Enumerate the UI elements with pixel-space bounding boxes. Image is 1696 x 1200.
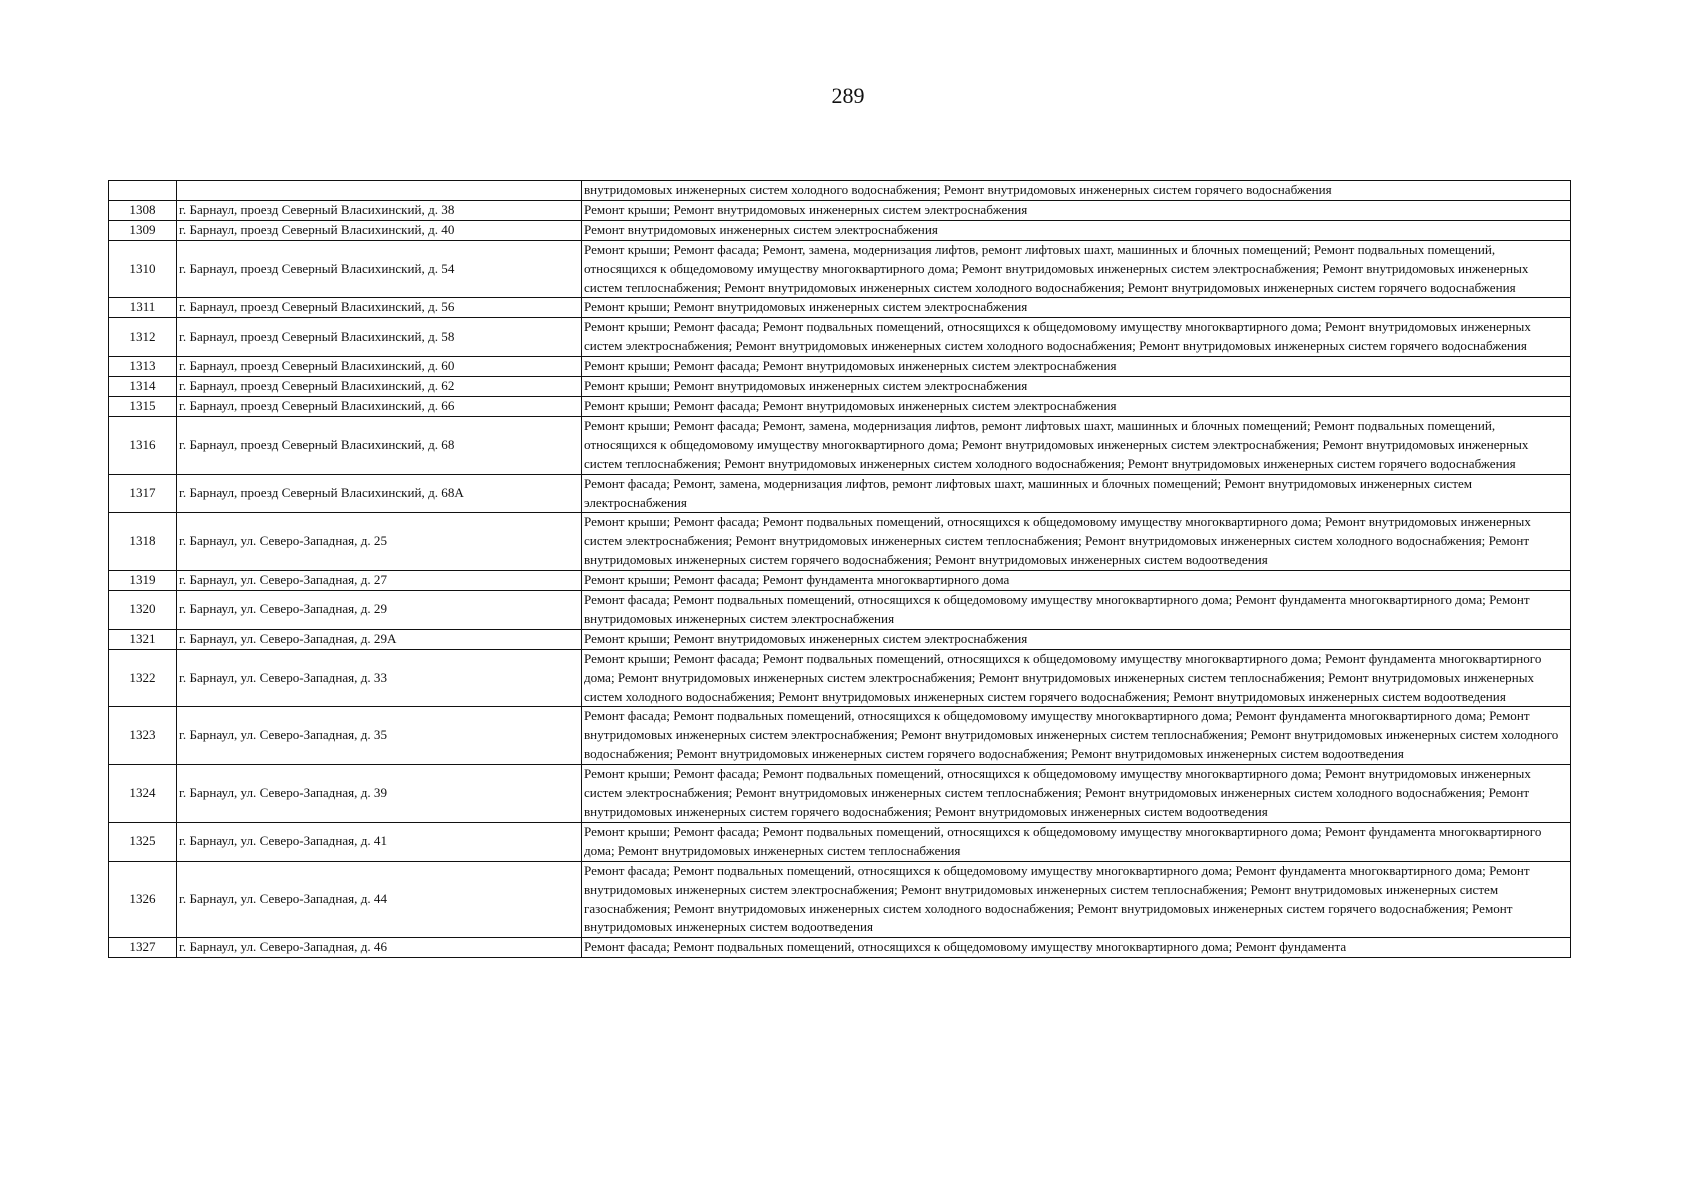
row-number-cell: 1319 <box>109 571 177 591</box>
address-cell: г. Барнаул, проезд Северный Власихинский, д. 54 <box>177 240 582 298</box>
address-cell: г. Барнаул, ул. Северо-Западная, д. 29А <box>177 629 582 649</box>
table-row <box>109 318 1571 357</box>
address-cell: г. Барнаул, проезд Северный Власихинский, д. 68А <box>177 474 582 513</box>
works-cell: Ремонт крыши; Ремонт фасада; Ремонт подвальных помещений, относящихся к общедомовому имуществу многоквартирного дома; Ремонт фундамента многоквартирного дома; Ремонт внутридомовых инженерных систем теплоснабжения <box>582 822 1571 861</box>
address-cell <box>177 181 582 201</box>
address-cell: г. Барнаул, ул. Северо-Западная, д. 35 <box>177 707 582 765</box>
works-cell: Ремонт крыши; Ремонт фасада; Ремонт, замена, модернизация лифтов, ремонт лифтовых шахт, машинных и блочных помещений; Ремонт подвальных помещений, относящихся к общедомовому имуществу многоквартирного дома; Ремонт внутридомовых инженерных систем электроснабжения; Ремонт внутридомовых инженерных систем теплоснабжения; Ремонт внутридомовых инженерных систем холодного водоснабжения; Ремонт внутридомовых инженерных систем горячего водоснабжения <box>582 240 1571 298</box>
address-cell: г. Барнаул, проезд Северный Власихинский, д. 40 <box>177 220 582 240</box>
table-row <box>109 861 1571 938</box>
address-cell: г. Барнаул, проезд Северный Власихинский, д. 62 <box>177 377 582 397</box>
address-cell: г. Барнаул, ул. Северо-Западная, д. 46 <box>177 938 582 958</box>
row-number-cell: 1320 <box>109 591 177 630</box>
table-row <box>109 220 1571 240</box>
works-cell: Ремонт крыши; Ремонт фасада; Ремонт подвальных помещений, относящихся к общедомовому имуществу многоквартирного дома; Ремонт внутридомовых инженерных систем электроснабжения; Ремонт внутридомовых инженерных систем холодного водоснабжения; Ремонт внутридомовых инженерных систем горячего водоснабжения <box>582 318 1571 357</box>
works-cell: Ремонт фасада; Ремонт подвальных помещений, относящихся к общедомовому имуществу многоквартирного дома; Ремонт фундамента многоквартирного дома; Ремонт внутридомовых инженерных систем электроснабжения; Ремонт внутридомовых инженерных систем теплоснабжения; Ремонт внутридомовых инженерных систем газоснабжения; Ремонт внутридомовых инженерных систем холодного водоснабжения; Ремонт внутридомовых инженерных систем горячего водоснабжения; Ремонт внутридомовых инженерных систем водоотведения <box>582 861 1571 938</box>
works-cell: Ремонт крыши; Ремонт внутридомовых инженерных систем электроснабжения <box>582 200 1571 220</box>
row-number-cell: 1312 <box>109 318 177 357</box>
address-cell: г. Барнаул, ул. Северо-Западная, д. 25 <box>177 513 582 571</box>
row-number-cell: 1326 <box>109 861 177 938</box>
table-row <box>109 513 1571 571</box>
page-number: 289 <box>831 83 865 108</box>
works-cell: Ремонт крыши; Ремонт фасада; Ремонт, замена, модернизация лифтов, ремонт лифтовых шахт, машинных и блочных помещений; Ремонт подвальных помещений, относящихся к общедомовому имуществу многоквартирного дома; Ремонт внутридомовых инженерных систем электроснабжения; Ремонт внутридомовых инженерных систем теплоснабжения; Ремонт внутридомовых инженерных систем холодного водоснабжения; Ремонт внутридомовых инженерных систем горячего водоснабжения <box>582 416 1571 474</box>
table-row <box>109 298 1571 318</box>
row-number-cell: 1316 <box>109 416 177 474</box>
table-row <box>109 240 1571 298</box>
address-cell: г. Барнаул, проезд Северный Власихинский, д. 68 <box>177 416 582 474</box>
address-cell: г. Барнаул, ул. Северо-Западная, д. 29 <box>177 591 582 630</box>
row-number-cell: 1308 <box>109 200 177 220</box>
continuation-row <box>109 181 1571 201</box>
row-number-cell: 1318 <box>109 513 177 571</box>
row-number-cell <box>109 181 177 201</box>
works-cell: Ремонт крыши; Ремонт внутридомовых инженерных систем электроснабжения <box>582 298 1571 318</box>
address-cell: г. Барнаул, проезд Северный Власихинский, д. 58 <box>177 318 582 357</box>
address-cell: г. Барнаул, проезд Северный Власихинский, д. 60 <box>177 357 582 377</box>
address-cell: г. Барнаул, ул. Северо-Западная, д. 44 <box>177 861 582 938</box>
row-number-cell: 1313 <box>109 357 177 377</box>
address-cell: г. Барнаул, ул. Северо-Западная, д. 33 <box>177 649 582 707</box>
works-cell: Ремонт крыши; Ремонт фасада; Ремонт внутридомовых инженерных систем электроснабжения <box>582 357 1571 377</box>
registry-table-body <box>109 181 1571 958</box>
table-row <box>109 200 1571 220</box>
works-cell: Ремонт крыши; Ремонт фасада; Ремонт подвальных помещений, относящихся к общедомовому имуществу многоквартирного дома; Ремонт внутридомовых инженерных систем электроснабжения; Ремонт внутридомовых инженерных систем теплоснабжения; Ремонт внутридомовых инженерных систем холодного водоснабжения; Ремонт внутридомовых инженерных систем горячего водоснабжения; Ремонт внутридомовых инженерных систем водоотведения <box>582 765 1571 823</box>
address-cell: г. Барнаул, проезд Северный Власихинский, д. 66 <box>177 396 582 416</box>
row-number-cell: 1321 <box>109 629 177 649</box>
row-number-cell: 1314 <box>109 377 177 397</box>
works-cell: Ремонт крыши; Ремонт внутридомовых инженерных систем электроснабжения <box>582 377 1571 397</box>
works-cell: Ремонт внутридомовых инженерных систем электроснабжения <box>582 220 1571 240</box>
row-number-cell: 1325 <box>109 822 177 861</box>
table-row <box>109 649 1571 707</box>
table-row <box>109 629 1571 649</box>
address-cell: г. Барнаул, проезд Северный Власихинский, д. 38 <box>177 200 582 220</box>
table-row <box>109 707 1571 765</box>
table-row <box>109 822 1571 861</box>
works-cell: Ремонт крыши; Ремонт фасада; Ремонт подвальных помещений, относящихся к общедомовому имуществу многоквартирного дома; Ремонт внутридомовых инженерных систем электроснабжения; Ремонт внутридомовых инженерных систем теплоснабжения; Ремонт внутридомовых инженерных систем холодного водоснабжения; Ремонт внутридомовых инженерных систем горячего водоснабжения; Ремонт внутридомовых инженерных систем водоотведения <box>582 513 1571 571</box>
table-row <box>109 357 1571 377</box>
works-cell: Ремонт фасада; Ремонт, замена, модернизация лифтов, ремонт лифтовых шахт, машинных и блочных помещений; Ремонт внутридомовых инженерных систем электроснабжения <box>582 474 1571 513</box>
table-row <box>109 765 1571 823</box>
table-row <box>109 571 1571 591</box>
works-cell: внутридомовых инженерных систем холодного водоснабжения; Ремонт внутридомовых инженерных систем горячего водоснабжения <box>582 181 1571 201</box>
works-cell: Ремонт фасада; Ремонт подвальных помещений, относящихся к общедомовому имуществу многоквартирного дома; Ремонт фундамента многоквартирного дома; Ремонт внутридомовых инженерных систем электроснабжения; Ремонт внутридомовых инженерных систем теплоснабжения; Ремонт внутридомовых инженерных систем холодного водоснабжения; Ремонт внутридомовых инженерных систем горячего водоснабжения; Ремонт внутридомовых инженерных систем водоотведения <box>582 707 1571 765</box>
table-row <box>109 591 1571 630</box>
works-cell: Ремонт фасада; Ремонт подвальных помещений, относящихся к общедомовому имуществу многоквартирного дома; Ремонт фундамента многоквартирного дома; Ремонт внутридомовых инженерных систем электроснабжения <box>582 591 1571 630</box>
row-number-cell: 1311 <box>109 298 177 318</box>
works-cell: Ремонт крыши; Ремонт фасада; Ремонт внутридомовых инженерных систем электроснабжения <box>582 396 1571 416</box>
table-row <box>109 396 1571 416</box>
row-number-cell: 1310 <box>109 240 177 298</box>
row-number-cell: 1324 <box>109 765 177 823</box>
works-cell: Ремонт крыши; Ремонт внутридомовых инженерных систем электроснабжения <box>582 629 1571 649</box>
works-cell: Ремонт фасада; Ремонт подвальных помещений, относящихся к общедомовому имуществу многоквартирного дома; Ремонт фундамента <box>582 938 1571 958</box>
works-cell: Ремонт крыши; Ремонт фасада; Ремонт подвальных помещений, относящихся к общедомовому имуществу многоквартирного дома; Ремонт фундамента многоквартирного дома; Ремонт внутридомовых инженерных систем электроснабжения; Ремонт внутридомовых инженерных систем теплоснабжения; Ремонт внутридомовых инженерных систем холодного водоснабжения; Ремонт внутридомовых инженерных систем горячего водоснабжения; Ремонт внутридомовых инженерных систем водоотведения <box>582 649 1571 707</box>
table-row <box>109 416 1571 474</box>
row-number-cell: 1309 <box>109 220 177 240</box>
repair-registry-table <box>108 180 1571 958</box>
row-number-cell: 1327 <box>109 938 177 958</box>
address-cell: г. Барнаул, ул. Северо-Западная, д. 27 <box>177 571 582 591</box>
works-cell: Ремонт крыши; Ремонт фасада; Ремонт фундамента многоквартирного дома <box>582 571 1571 591</box>
row-number-cell: 1315 <box>109 396 177 416</box>
table-row <box>109 938 1571 958</box>
row-number-cell: 1322 <box>109 649 177 707</box>
address-cell: г. Барнаул, ул. Северо-Западная, д. 39 <box>177 765 582 823</box>
row-number-cell: 1323 <box>109 707 177 765</box>
table-row <box>109 377 1571 397</box>
address-cell: г. Барнаул, ул. Северо-Западная, д. 41 <box>177 822 582 861</box>
row-number-cell: 1317 <box>109 474 177 513</box>
address-cell: г. Барнаул, проезд Северный Власихинский, д. 56 <box>177 298 582 318</box>
table-row <box>109 474 1571 513</box>
